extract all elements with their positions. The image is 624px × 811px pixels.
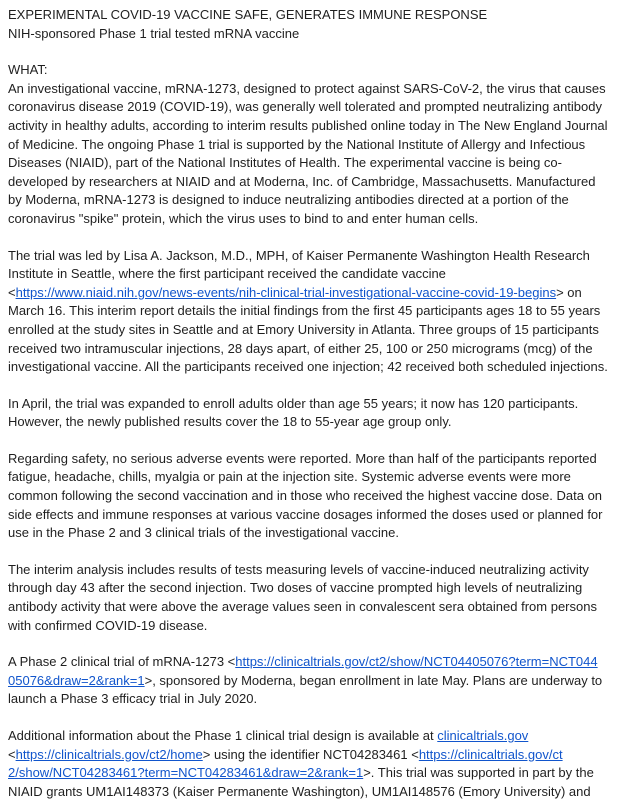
paragraph-interim-analysis: The interim analysis includes results of tests measuring levels of vaccine-induced neutralizing activity through day 43 after the second injection. Two doses of vaccine prompted high levels of neutralizing antibody activity that were above the average values seen in convalescent sera obtained from persons with confirmed COVID-19 disease. (8, 561, 597, 633)
niaid-trial-link[interactable]: https://www.niaid.nih.gov/news-events/nih-clinical-trial-investigational-vaccine-covid-19-begins (15, 284, 557, 300)
paragraph-trial-lead (8, 247, 608, 377)
subhead: NIH-sponsored Phase 1 trial tested mRNA vaccine (8, 25, 300, 41)
text: A Phase 2 clinical trial of mRNA-1273 < (8, 654, 236, 670)
what-label: WHAT: (8, 62, 48, 78)
paragraph-intro: An investigational vaccine, mRNA-1273, designed to protect against SARS-CoV-2, the virus that causes coronavirus disease 2019 (COVID-19), was generally well tolerated and prompted neutralizing antibody activity in healthy adults, according to interim results published online today in The New England Journal of Medicine. The ongoing Phase 1 trial is supported by the National Institute of Allergy and Infectious Diseases (NIAID), part of the National Institutes of Health. The experimental vaccine is being co-developed by researchers at NIAID and at Moderna, Inc. of Cambridge, Massachusetts. Manufactured by Moderna, mRNA-1273 is designed to induce neutralizing antibodies directed at a portion of the coronavirus "spike" protein, which the virus uses to bind to and enter human cells. (8, 80, 608, 226)
text: < (8, 746, 16, 762)
headline: EXPERIMENTAL COVID-19 VACCINE SAFE, GENERATES IMMUNE RESPONSE (8, 7, 488, 22)
text: The trial was led by Lisa A. Jackson, M.D., MPH, of Kaiser Permanente Washington Health Research Institute in Seattle, where the first participant received the candidate vaccine < (8, 247, 590, 300)
clinicaltrials-link[interactable]: clinicaltrials.gov (437, 728, 529, 743)
text: > using the identifier NCT04283461 < (202, 746, 419, 762)
paragraph-phase2 (8, 653, 608, 709)
phase2-trial-link[interactable]: https://clinicaltrials.gov/ct2/show/NCT04405076?term=NCT044 05076&draw=2&rank=1 (8, 654, 598, 688)
text: >. This trial was supported in part by the NIAID grants UM1AI148373 (Kaiser Permanente Washington), UM1AI148576 (Emory University) and (8, 765, 594, 799)
text: Additional information about the Phase 1 clinical trial design is available at (8, 728, 438, 743)
text: >, sponsored by Moderna, began enrollment in late May. Plans are underway to launch a Phase 3 efficacy trial in July 2020. (8, 672, 603, 707)
text: > on March 16. This interim report details the initial findings from the first 45 participants ages 18 to 55 years enrolled at the study sites in Seattle and at Emory University in Atlanta. Three groups of 15 participants received two intramuscular injections, 28 days apart, of either 25, 100 or 250 micrograms (mcg) of the investigational vaccine. All the participants received one injection; 42 received both scheduled injections. (8, 284, 608, 375)
paragraph-additional-info (8, 727, 608, 801)
paragraph-safety: Regarding safety, no serious adverse events were reported. More than half of the participants reported fatigue, headache, chills, myalgia or pain at the injection site. Systemic adverse events were more common following the second vaccination and in those who received the highest vaccine dose. Data on side effects and immune responses at various vaccine dosages informed the doses used or planned for use in the Phase 2 and 3 clinical trials of the investigational vaccine. (8, 450, 603, 541)
clinicaltrials-home-link[interactable]: https://clinicaltrials.gov/ct2/home (15, 746, 203, 762)
paragraph-expansion: In April, the trial was expanded to enroll adults older than age 55 years; it now has 120 participants. However, the newly published results cover the 18 to 55-year age group only. (8, 395, 579, 430)
nct04283461-link[interactable]: https://clinicaltrials.gov/ct 2/show/NCT04283461?term=NCT04283461&draw=2&rank=1 (8, 746, 563, 781)
